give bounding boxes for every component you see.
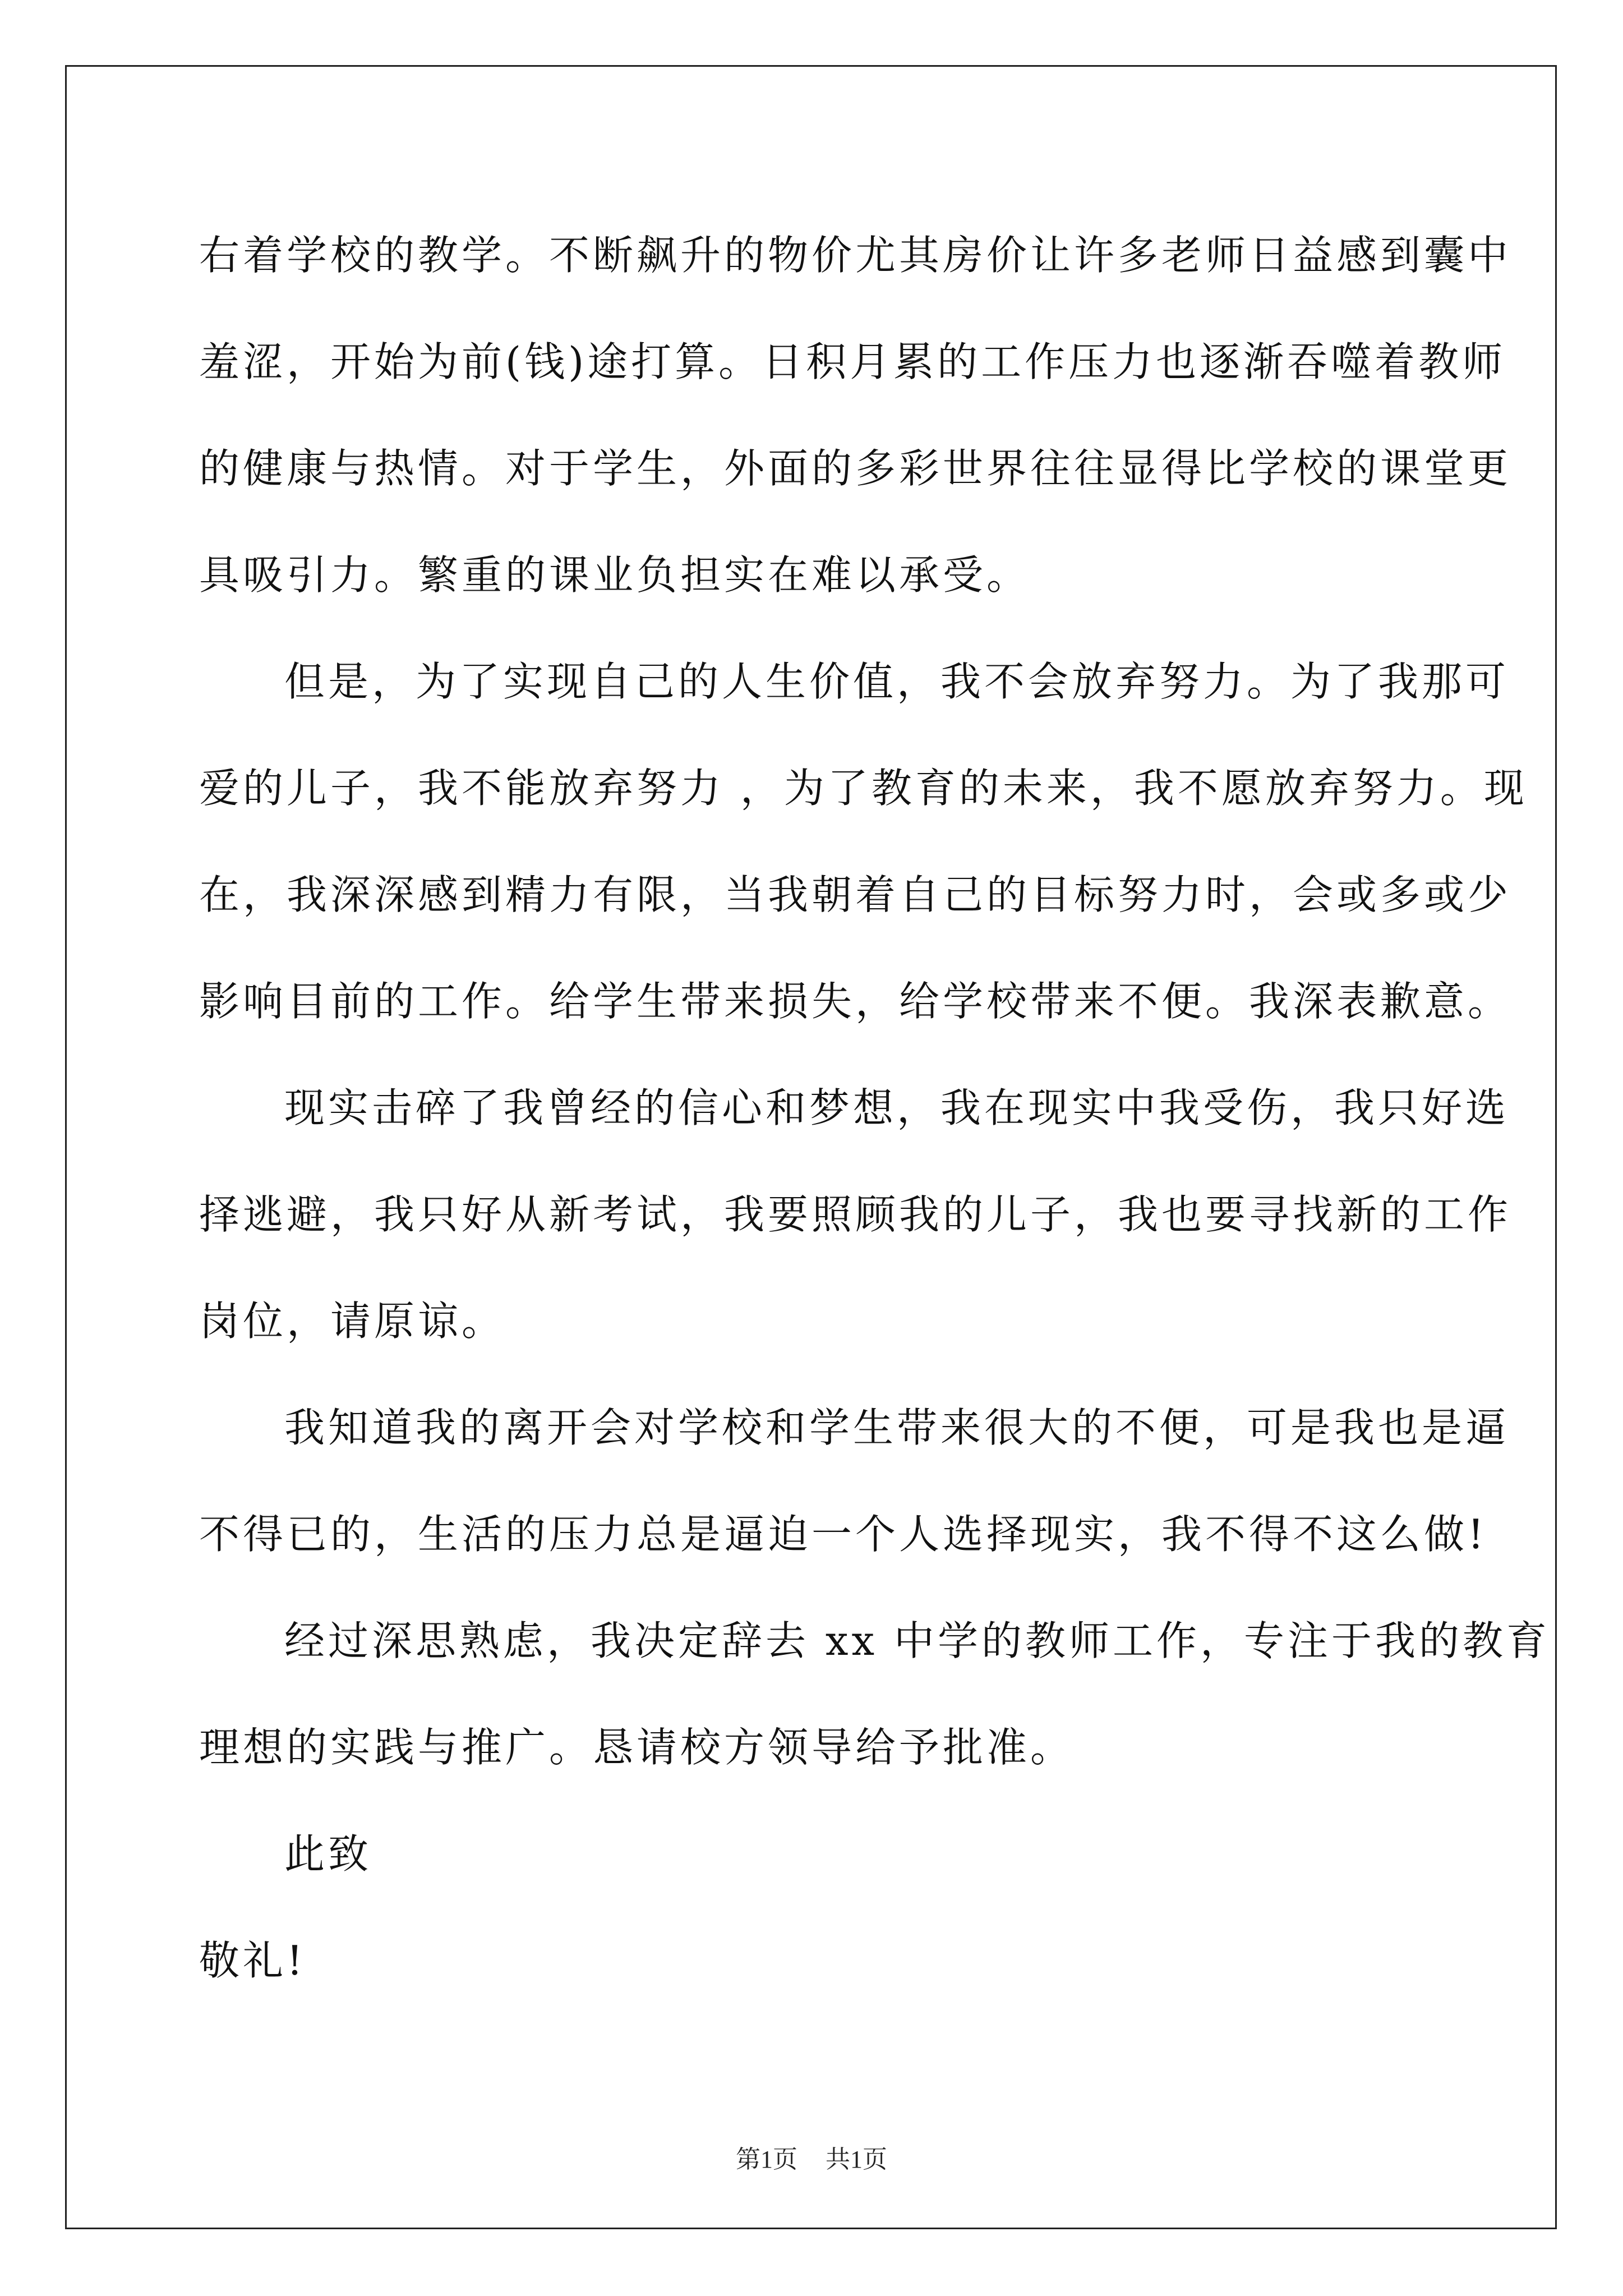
body-line-1: 右着学校的教学。不断飙升的物价尤其房价让许多老师日益感到囊中 [199,232,1512,279]
body-line-10: 择逃避，我只好从新考试，我要照顾我的儿子，我也要寻找新的工作 [199,1191,1512,1238]
page-number-current: 第1页 [736,2146,797,2173]
page-number-total: 共1页 [826,2146,887,2173]
body-line-8: 影响目前的工作。给学生带来损失，给学校带来不便。我深表歉意。 [199,978,1512,1025]
body-line-9: 现实击碎了我曾经的信心和梦想，我在现实中我受伤，我只好选 [284,1084,1510,1131]
body-line-2: 羞涩，开始为前(钱)途打算。日积月累的工作压力也逐渐吞噬着教师 [199,338,1506,385]
body-line-13: 不得已的，生活的压力总是逼迫一个人选择现实，我不得不这么做! [199,1511,1487,1558]
letter-body [199,213,1550,2025]
body-line-14: 经过深思熟虑，我决定辞去 xx 中学的教师工作，专注于我的教育 [284,1617,1550,1664]
body-line-11: 岗位，请原谅。 [199,1297,506,1345]
body-line-3: 的健康与热情。对于学生，外面的多彩世界往往显得比学校的课堂更 [199,445,1512,492]
body-line-5: 但是，为了实现自己的人生价值，我不会放弃努力。为了我那可 [284,658,1510,705]
closing-phrase: 此致 [284,1830,372,1878]
body-line-12: 我知道我的离开会对学校和学生带来很大的不便，可是我也是逼 [284,1404,1510,1451]
body-line-7: 在，我深深感到精力有限，当我朝着自己的目标努力时，会或多或少 [199,871,1512,918]
body-line-4: 具吸引力。繁重的课业负担实在难以承受。 [199,551,1031,599]
page-footer [0,2143,1623,2177]
body-line-6: 爱的儿子，我不能放弃努力 ，为了教育的未来，我不愿放弃努力。现 [199,765,1528,812]
salutation: 敬礼! [199,1937,306,1984]
body-line-15: 理想的实践与推广。恳请校方领导给予批准。 [199,1724,1075,1771]
